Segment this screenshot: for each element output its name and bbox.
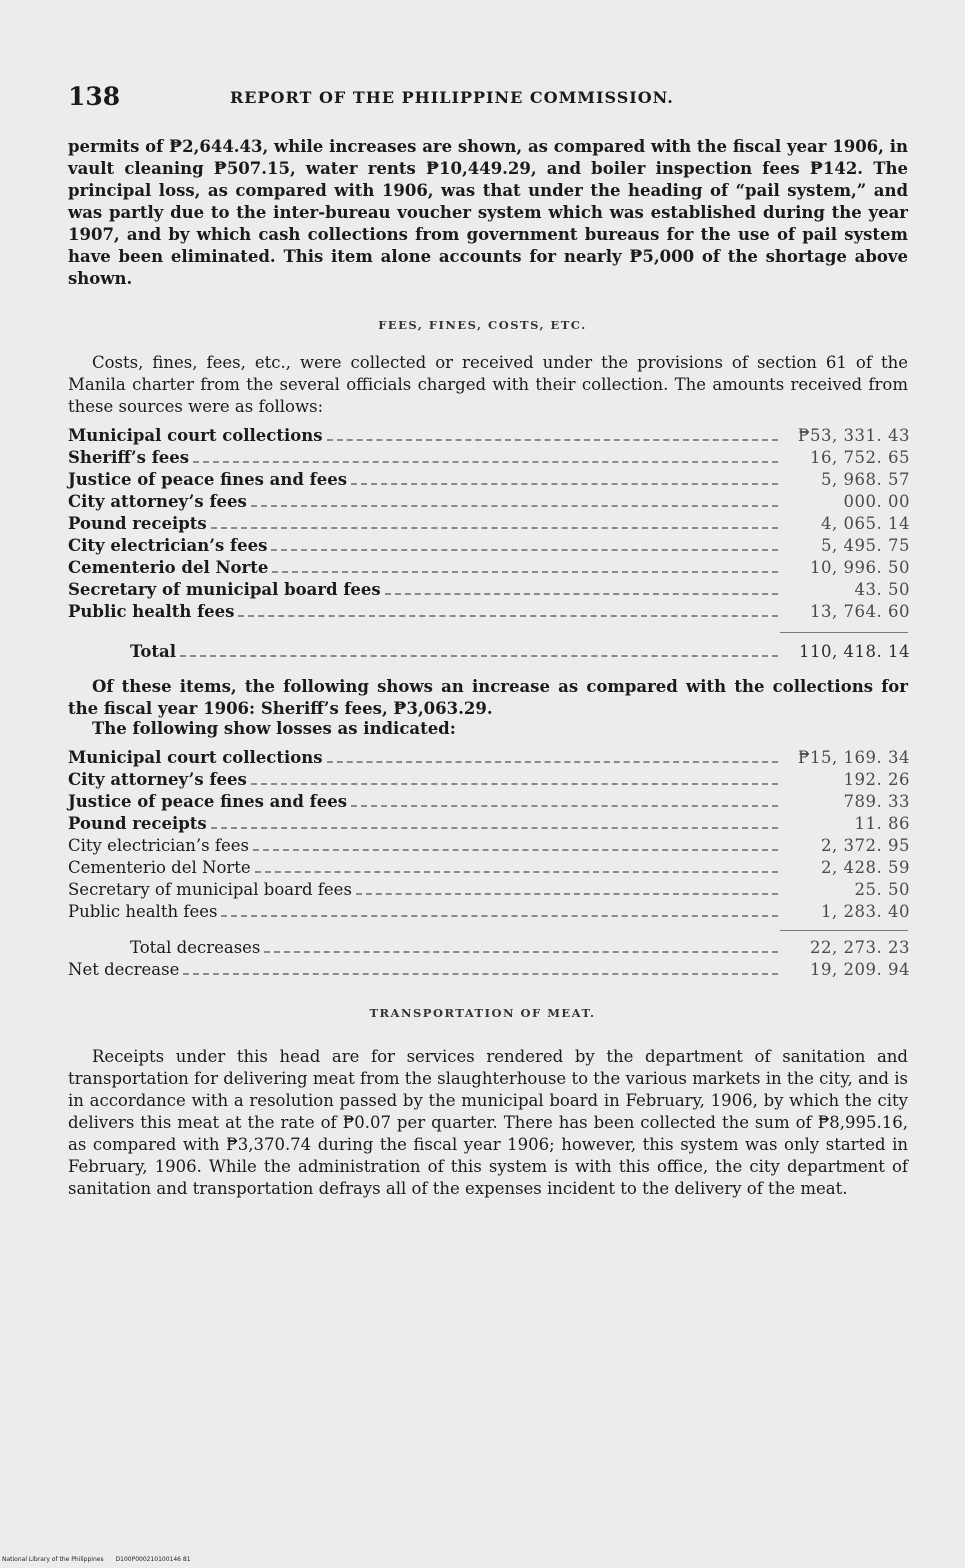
leader-dots [255,871,778,873]
table-row [68,558,910,580]
row-amount: 192. 26 [843,770,910,789]
row-label: Pound receipts [68,814,207,833]
row-amount: 4, 065. 14 [821,514,910,533]
row-amount: 2, 372. 95 [821,836,910,855]
row-label: Secretary of municipal board fees [68,580,381,599]
leader-dots [264,951,778,953]
leader-dots [271,549,778,551]
table-row [68,748,910,770]
table-row [68,426,910,448]
leader-dots [327,761,778,763]
table-row [68,814,910,836]
sum-rule [780,930,908,931]
row-label: Cementerio del Norte [68,558,269,577]
leader-dots [251,505,778,507]
row-amount: 16, 752. 65 [810,448,910,467]
row-amount: 789. 33 [843,792,910,811]
row-label: Municipal court collections [68,748,323,767]
row-label: Justice of peace fines and fees [68,470,348,489]
row-label: Cementerio del Norte [68,858,251,877]
row-label: City electrician’s fees [68,836,249,855]
page-number: 138 [68,82,121,111]
row-label: Public health fees [68,602,235,621]
table-row [68,902,910,924]
net-decrease-label: Net decrease [68,960,180,979]
intro-paragraph: permits of ₱2,644.43, while increases are shown, as compared with the fiscal year 1906, in vault cleaning ₱507.15, water rents ₱10,449.29, and boiler inspection fees ₱142. The principal loss, as compared with 1906, was that under the heading of “pail system,” and was partly due to the inter-bureau voucher system which was established during the year 1907, and by which cash collections from government bureaus for the use of pail system have been eliminated. This item alone accounts for nearly ₱5,000 of the shortage above shown. [68,137,908,288]
table-row [68,792,910,814]
net-decrease-amount: 19, 209. 94 [810,960,910,979]
row-amount: 11. 86 [854,814,910,833]
losses-table [68,748,910,924]
table-row [68,448,910,470]
scan-footer [2,1556,201,1563]
row-amount: 10, 996. 50 [810,558,910,577]
leader-dots [193,461,778,463]
row-amount: 43. 50 [854,580,910,599]
row-label: Public health fees [68,902,218,921]
running-head: REPORT OF THE PHILIPPINE COMMISSION. [230,88,674,107]
leader-dots [351,483,778,485]
row-label: Secretary of municipal board fees [68,880,352,899]
table-row [68,836,910,858]
row-label: City electrician’s fees [68,536,268,555]
total-row [68,642,910,664]
table-row [68,536,910,558]
leader-dots [221,915,778,917]
leader-dots [327,439,778,441]
leader-dots [211,827,778,829]
section-heading-meat: TRANSPORTATION OF MEAT. [369,1006,596,1020]
row-amount: 13, 764. 60 [810,602,910,621]
row-amount: 000. 00 [843,492,910,511]
leader-dots [351,805,778,807]
increase-paragraph: Of these items, the following shows an increase as compared with the collections for the fiscal year 1906: Sheriff’s fees, ₱3,063.29. [68,677,908,718]
leader-dots [272,571,778,573]
row-amount: 25. 50 [854,880,910,899]
leader-dots [253,849,778,851]
row-amount: 1, 283. 40 [821,902,910,921]
table-row [68,580,910,602]
losses-intro: The following show losses as indicated: [92,719,456,738]
leader-dots [251,783,778,785]
row-amount: 5, 968. 57 [821,470,910,489]
page-header [68,82,905,112]
row-label: Sheriff’s fees [68,448,190,467]
row-amount: ₱53, 331. 43 [797,426,910,445]
leader-dots [238,615,778,617]
sum-rule [780,632,908,633]
table-row [68,470,910,492]
total-label: Total [130,642,176,661]
row-label: City attorney’s fees [68,770,247,789]
leader-dots [385,593,778,595]
footer-identifier: D100P000210100146 81 [115,1556,191,1563]
row-amount: 5, 495. 75 [821,536,910,555]
table-row [68,858,910,880]
table-row [68,492,910,514]
leader-dots [211,527,778,529]
total-decreases-row [68,938,910,960]
total-amount: 110, 418. 14 [799,642,910,661]
collections-total [68,642,910,664]
collections-table [68,426,910,624]
net-decrease-row [68,960,910,982]
footer-library: National Library of the Philippines [2,1556,104,1563]
row-label: Justice of peace fines and fees [68,792,348,811]
row-label: Municipal court collections [68,426,323,445]
row-amount: 2, 428. 59 [821,858,910,877]
row-label: City attorney’s fees [68,492,247,511]
total-decreases-label: Total decreases [130,938,261,957]
leader-dots [356,893,778,895]
table-row [68,514,910,536]
table-row [68,880,910,902]
losses-totals [68,938,910,982]
total-decreases-amount: 22, 273. 23 [810,938,910,957]
meat-paragraph: Receipts under this head are for services rendered by the department of sanitation and transportation for delivering meat from the slaughterhouse to the various markets in the city, and is in accordance with a resolution passed by the municipal board in February, 1906, by which the city delivers this meat at the rate of ₱0.07 per quarter. There has been collected the sum of ₱8,995.16, as compared with ₱3,370.74 during the fiscal year 1906; however, this system was only started in February, 1906. While the administration of this system is with this office, the city department of sanitation and transportation defrays all of the expenses incident to the delivery of the meat. [68,1047,908,1198]
row-label: Pound receipts [68,514,207,533]
leader-dots [183,973,778,975]
fees-paragraph: Costs, fines, fees, etc., were collected or received under the provisions of section 61 of the Manila charter from the several officials charged with their collection. The amounts received from these sources were as follows: [68,353,908,416]
section-heading-fees: FEES, FINES, COSTS, ETC. [378,318,587,332]
leader-dots [180,655,778,657]
table-row [68,602,910,624]
row-amount: ₱15, 169. 34 [797,748,910,767]
table-row [68,770,910,792]
